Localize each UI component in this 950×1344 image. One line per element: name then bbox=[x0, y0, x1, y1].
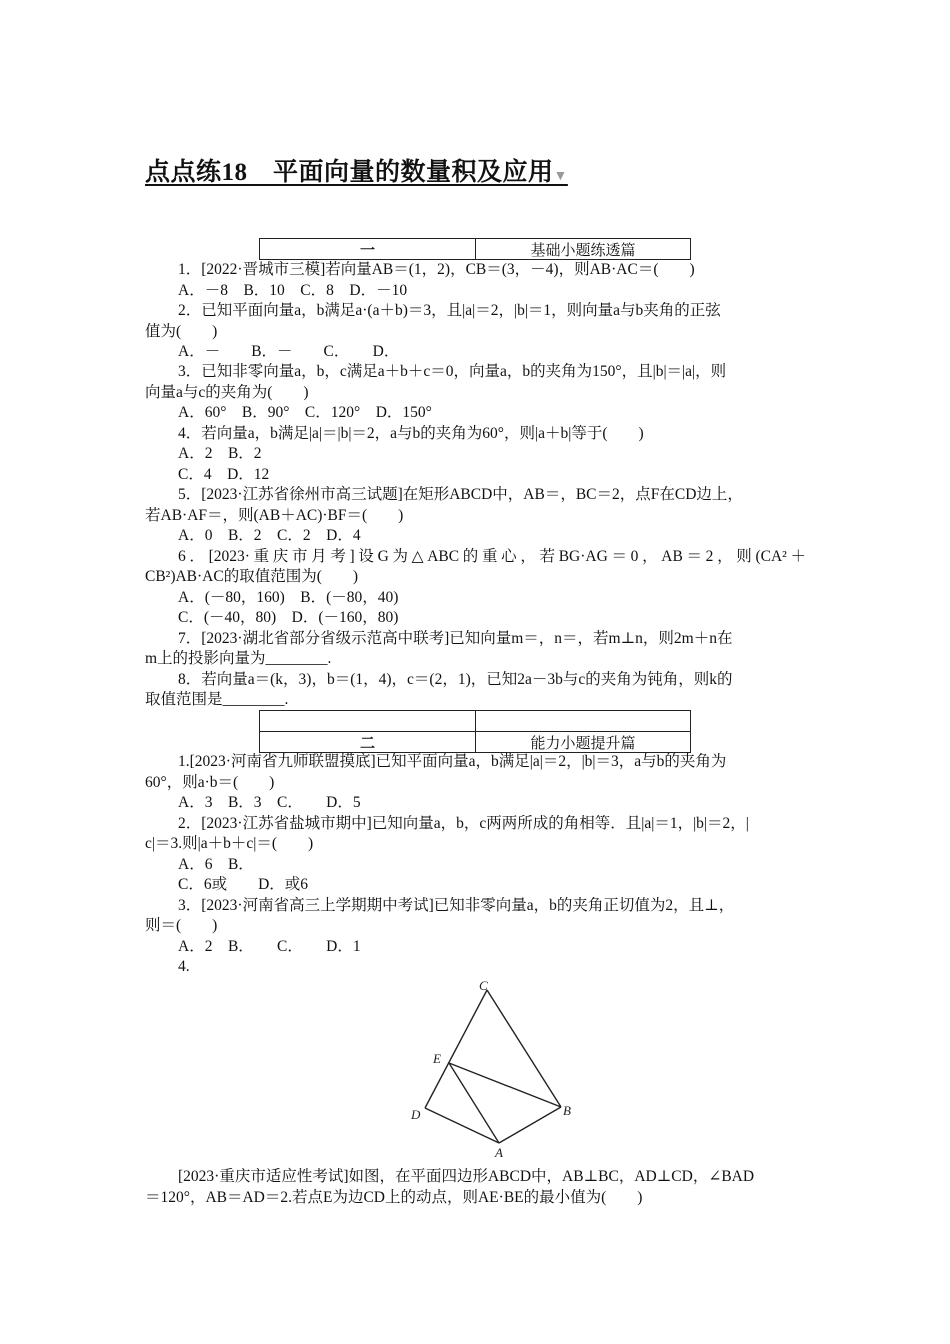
section-name: 能力小题提升篇 bbox=[530, 736, 636, 752]
label-B: B bbox=[563, 1103, 571, 1118]
option-line: A．－ B．－ C． D． bbox=[178, 343, 400, 360]
question-line: 6．[2023·重庆市月考]设G为△ABC的重心，若BG·AG＝0，AB＝2，则(CA²＋ bbox=[178, 548, 806, 565]
quadrilateral-figure bbox=[405, 975, 585, 1160]
question-line: 值为( ) bbox=[145, 323, 218, 340]
question-line: [2023·重庆市适应性考试]如图，在平面四边形ABCD中，AB⊥BC，AD⊥CD，∠BAD bbox=[178, 1168, 755, 1185]
question-line: ＝120°，AB＝AD＝2.若点E为边CD上的动点，则AE·BE的最小值为( ) bbox=[145, 1189, 643, 1206]
question-line: 若AB·AF＝，则(AB＋AC)·BF＝( ) bbox=[145, 507, 404, 524]
edge-DC bbox=[425, 990, 487, 1108]
option-line: A．(－80，160) B．(－80，40) bbox=[178, 589, 399, 606]
question-line: c|＝3.则|a＋b＋c|＝( ) bbox=[145, 835, 314, 852]
option-line: A．－8 B．10 C．8 D．－10 bbox=[178, 282, 408, 299]
option-line: A．2 B．2 bbox=[178, 445, 262, 462]
section-header-basic bbox=[259, 238, 691, 260]
label-C: C bbox=[479, 978, 488, 993]
section-number: 二 bbox=[260, 732, 476, 752]
question-line: 取值范围是________. bbox=[145, 691, 289, 708]
section-cell-empty bbox=[260, 711, 476, 731]
question-line: 7．[2023·湖北省部分省级示范高中联考]已知向量m＝，n＝，若m⊥n，则2m＋n在 bbox=[178, 630, 733, 647]
option-line: C．6或 D．或6 bbox=[178, 876, 309, 893]
question-line: 2．[2023·江苏省盐城市期中]已知向量a，b，c两两所成的角相等．且|a|＝1，|b|＝2，| bbox=[178, 815, 749, 832]
section-name: 基础小题练透篇 bbox=[530, 243, 636, 259]
question-line: 向量a与c的夹角为( ) bbox=[145, 384, 309, 401]
edge-CB bbox=[487, 990, 561, 1107]
question-line: 3．已知非零向量a，b，c满足a＋b＋c＝0，向量a，b的夹角为150°，且|b|＝|a|，则 bbox=[178, 363, 727, 380]
question-line: 8．若向量a＝(k，3)，b＝(1，4)，c＝(2，1)，已知2a－3b与c的夹角为钝角，则k的 bbox=[178, 671, 733, 688]
page-title bbox=[145, 152, 568, 188]
option-line: A．6 B． bbox=[178, 856, 254, 873]
option-line: A．60° B．90° C．120° D．150° bbox=[178, 404, 432, 421]
question-line: 5．[2023·江苏省徐州市高三试题]在矩形ABCD中，AB＝，BC＝2，点F在CD边上， bbox=[178, 486, 743, 503]
question-line: m上的投影向量为________. bbox=[145, 650, 332, 667]
option-line: C．4 D．12 bbox=[178, 466, 270, 483]
question-line: 1.[2023·河南省九师联盟摸底]已知平面向量a，b满足|a|＝2，|b|＝3，a与b的夹角为 bbox=[178, 753, 727, 770]
label-D: D bbox=[411, 1107, 421, 1122]
section-cell-empty bbox=[476, 711, 690, 731]
dropdown-arrow-icon[interactable]: ▼ bbox=[553, 169, 568, 184]
option-line: A．3 B．3 C． D．5 bbox=[178, 794, 361, 811]
question-line: 60°，则a·b＝( ) bbox=[145, 774, 275, 791]
question-line: 4．若向量a，b满足|a|＝|b|＝2，a与b的夹角为60°，则|a＋b|等于( ) bbox=[178, 425, 644, 442]
section-header-row bbox=[260, 731, 690, 752]
question-line: 1．[2022·晋城市三模]若向量AB＝(1，2)，CB＝(3，－4)，则AB·AC＝( ) bbox=[178, 261, 695, 278]
title-text: 点点练18 平面向量的数量积及应用 bbox=[145, 159, 554, 186]
edge-BA bbox=[499, 1107, 561, 1143]
section-number: 一 bbox=[260, 239, 476, 259]
label-A: A bbox=[495, 1145, 503, 1160]
question-line: CB²)AB·AC的取值范围为( ) bbox=[145, 568, 359, 585]
label-E: E bbox=[433, 1051, 441, 1066]
section-header-empty-row bbox=[260, 711, 690, 731]
question-line: 2．已知平面向量a，b满足a·(a＋b)＝3，且|a|＝2，|b|＝1，则向量a与b夹角的正弦 bbox=[178, 302, 721, 319]
option-line: A．2 B． C． D．1 bbox=[178, 938, 361, 955]
question-line: 3．[2023·河南省高三上学期期中考试]已知非零向量a，b的夹角正切值为2，且⊥， bbox=[178, 897, 735, 914]
question-number: 4. bbox=[178, 958, 190, 975]
option-line: A．0 B．2 C．2 D．4 bbox=[178, 527, 361, 544]
section-header-advanced bbox=[259, 710, 691, 753]
question-line: 则＝( ) bbox=[145, 917, 218, 934]
segment-EB bbox=[449, 1063, 561, 1107]
option-line: C．(－40，80) D．(－160，80) bbox=[178, 609, 399, 626]
